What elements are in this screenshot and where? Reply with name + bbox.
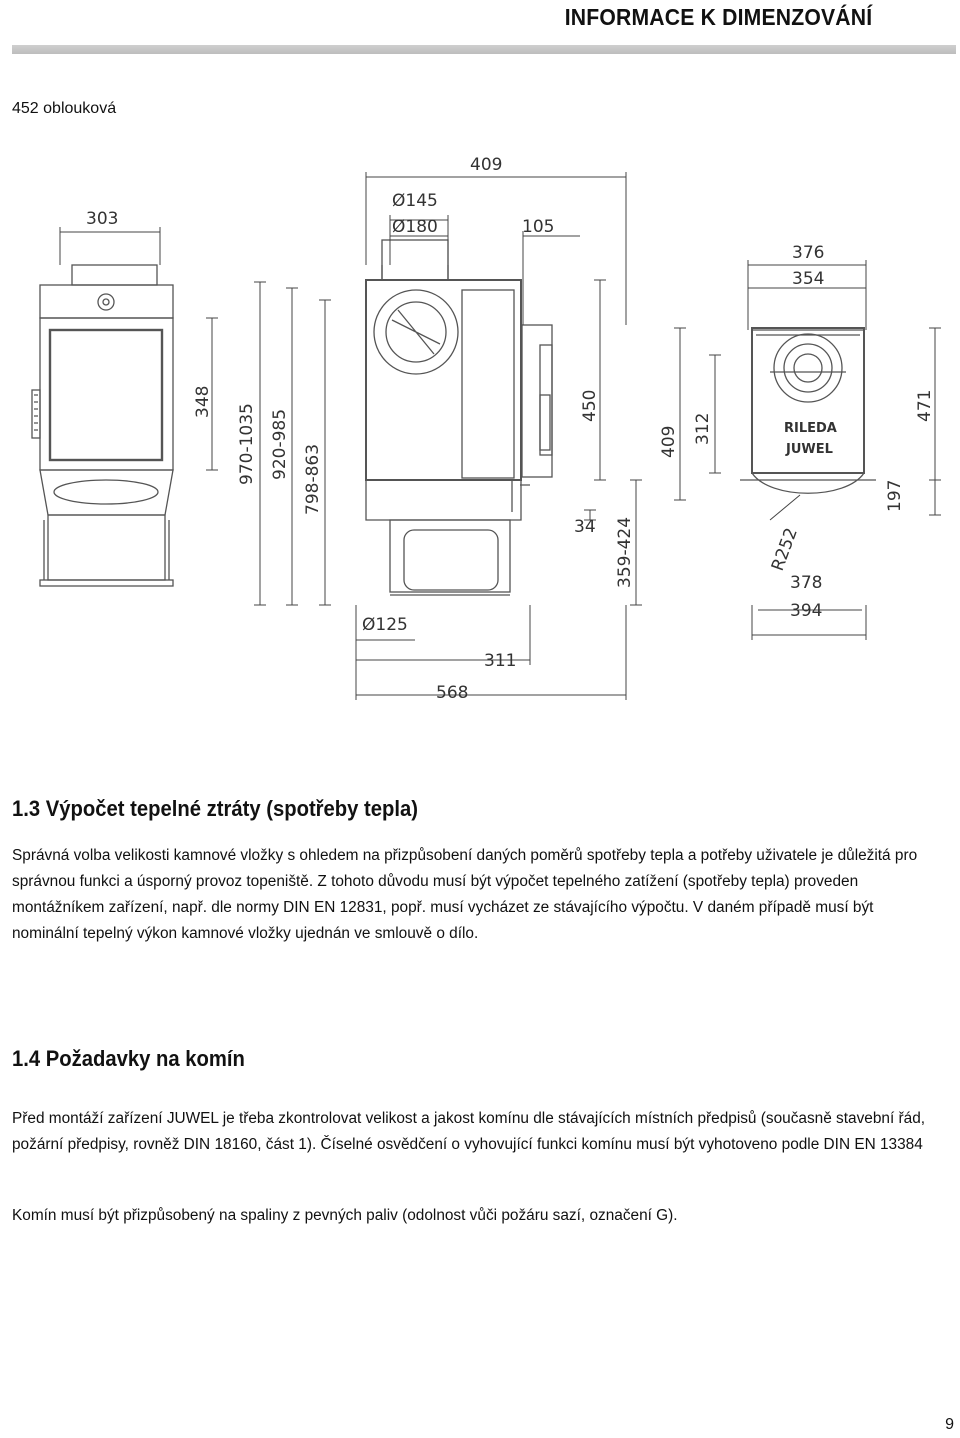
dim-r252: R252	[767, 525, 802, 574]
dim-354: 354	[792, 269, 825, 289]
side-view	[366, 240, 552, 595]
dim-450: 450	[580, 389, 600, 422]
dim-125: Ø125	[362, 615, 408, 635]
dim-409-top: 409	[470, 155, 503, 175]
section-paragraph-chimney-1: Před montáží zařízení JUWEL je třeba zkontrolovat velikost a jakost komínu dle stávajících místních předpisů (současně stavební řád, požární předpisy, rovněž DIN 18160, část 1). Číselné osvědčení o vyhovující funkci komínu musí být vyhotoveno podle DIN EN 13384	[12, 1110, 926, 1153]
top-view	[740, 328, 876, 493]
dim-303: 303	[86, 209, 119, 229]
dim-197: 197	[885, 479, 905, 512]
dim-311: 311	[484, 651, 517, 671]
dim-970-1035: 970-1035	[237, 403, 257, 485]
section-paragraph-chimney-2: Komín musí být přizpůsobený na spaliny z pevných paliv (odolnost vůči požáru sazí, označení G).	[12, 1207, 678, 1224]
dim-378: 378	[790, 573, 823, 593]
brand-plate-line-2: JUWEL	[786, 442, 833, 457]
technical-drawing	[0, 140, 960, 720]
model-label: 452 oblouková	[12, 100, 117, 117]
dim-394: 394	[790, 601, 823, 621]
dim-145: Ø145	[392, 191, 438, 211]
section-paragraph-heat-loss: Správná volba velikosti kamnové vložky s ohledem na přizpůsobení daných poměrů spotřeby tepla a potřeby uživatele je důležitá pro správnou funkci a úsporný provoz topeniště. Z tohoto důvodu musí být výpočet tepelného zatížení (spotřeby tepla) proveden montážníkem zařízení, např. dle normy DIN EN 12831, popř. musí vycházet ze stávajícího výpočtu. V daném případě musí být nominální tepelný výkon kamnové vložky ujednán ve smlouvě o dílo.	[12, 847, 918, 942]
dim-798-863: 798-863	[303, 443, 323, 515]
dim-348: 348	[193, 385, 213, 418]
front-view	[32, 265, 173, 586]
dim-180: Ø180	[392, 217, 438, 237]
dim-376: 376	[792, 243, 825, 263]
page-header-title: INFORMACE K DIMENZOVÁNÍ	[564, 4, 872, 30]
dim-34: 34	[574, 517, 596, 537]
dim-359-424: 359-424	[615, 516, 635, 588]
header-divider-bar	[12, 45, 956, 54]
dim-568: 568	[436, 683, 469, 703]
dim-920-985: 920-985	[270, 408, 290, 480]
brand-plate-line-1: RILEDA	[784, 421, 837, 436]
dim-471: 471	[915, 389, 935, 422]
dim-312: 312	[693, 412, 713, 445]
dim-105: 105	[522, 217, 555, 237]
section-heading-chimney: 1.4 Požadavky na komín	[12, 1046, 245, 1071]
page-number: 9	[945, 1416, 954, 1433]
dim-409-side: 409	[659, 425, 679, 458]
section-heading-heat-loss: 1.3 Výpočet tepelné ztráty (spotřeby tepla)	[12, 796, 419, 821]
